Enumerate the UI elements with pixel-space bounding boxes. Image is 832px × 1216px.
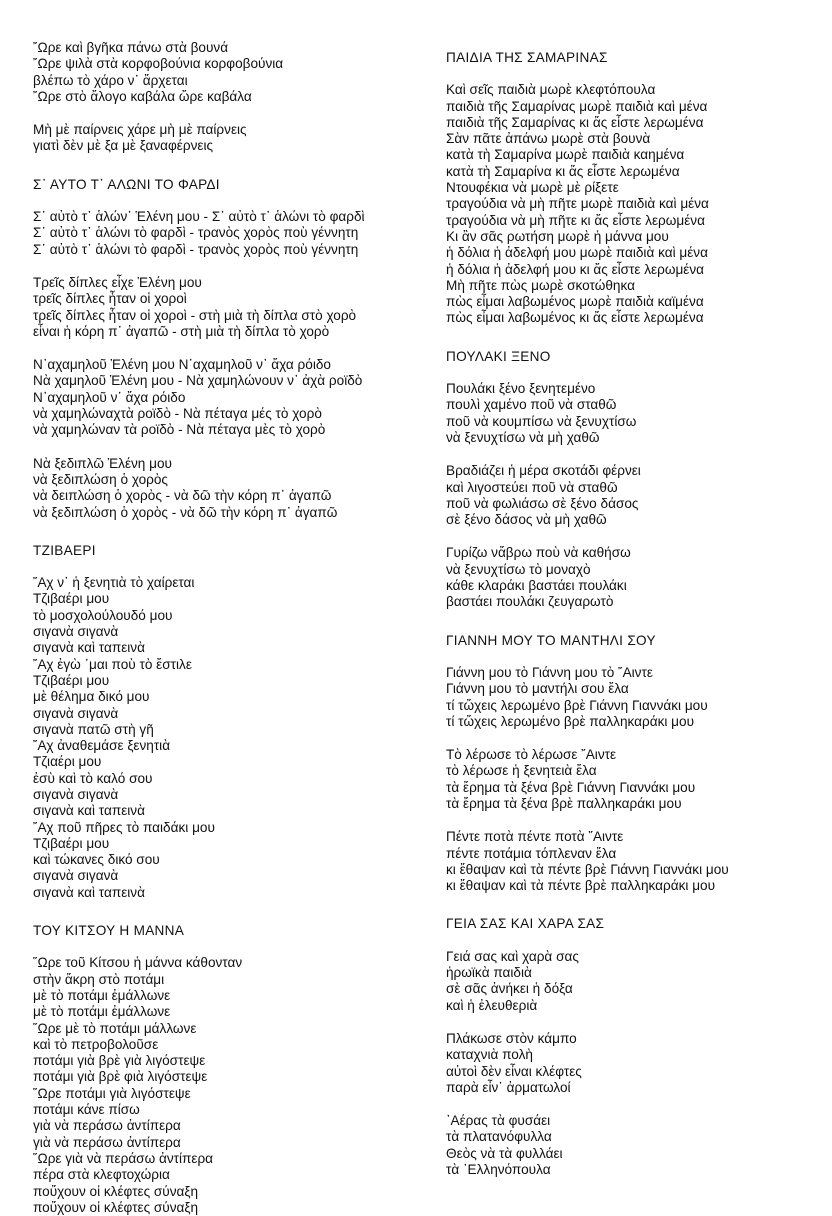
verse-line: Τζιβαέρι μου (33, 672, 110, 688)
verse-line: πουλὶ χαμένο ποῦ νὰ σταθῶ (446, 397, 617, 413)
verse-line: ῞Ωρε γιὰ νὰ περάσω ἀντίπερα (33, 1150, 214, 1166)
right-column (446, 50, 816, 1178)
verse-line: Πουλάκι ξένο ξενητεμένο (446, 381, 596, 397)
verse-line: μὲ τὸ ποτάμι ἐμάλλωνε (33, 987, 171, 1003)
verse-line: Σ᾽ αὐτὸ τ᾽ ἁλών᾽ Ἑλένη μου - Σ᾽ αὐτὸ τ᾽ ἁλώνι τὸ φαρδὶ (33, 209, 365, 225)
verse-line: Θεὸς νὰ τὰ φυλλάει (446, 1145, 563, 1161)
verse-line: Γιάννη μου τὸ μαντήλι σου ἔλα (446, 681, 629, 697)
verse-line: τὰ ᾽Ελληνόπουλα (446, 1162, 551, 1178)
verse-line: ποτάμι γιὰ βρὲ γιὰ λιγόστεψε (33, 1053, 206, 1069)
song-title: ΤΖΙΒΑΕΡΙ (33, 542, 96, 558)
verse-line: Τζιαέρι μου (33, 754, 102, 770)
verse-line: ῎Αχ ἀναθεμάσε ξενητιὰ (33, 738, 171, 754)
verse-line: Σ᾽ αὐτὸ τ᾽ ἁλώνι τὸ φαρδὶ - τρανὸς χορὸς ποὺ γέννητη (33, 225, 359, 241)
verse-line: σιγανὰ καὶ ταπεινὰ (33, 803, 145, 819)
verse-line: σιγανὰ σιγανὰ (33, 624, 119, 640)
verse-line: ᾽Αέρας τὰ φυσάει (446, 1113, 551, 1129)
verse-line: μὲ θέλημα δικό μου (33, 689, 150, 705)
verse-line: ἡ δόλια ἡ ἀδελφή μου κι ἄς εἶστε λερωμένα (446, 261, 704, 277)
verse-line: Καὶ σεῖς παιδιὰ μωρὲ κλεφτόπουλα (446, 82, 656, 98)
verse-line: Τὸ λέρωσε τὸ λέρωσε ῎Αιντε (446, 747, 617, 763)
verse-line: παρὰ εἶν᾽ ἀρματωλοί (446, 1079, 571, 1095)
verse-line: τὸ μοσχολούλουδό μου (33, 607, 173, 623)
verse-line: μὲ τὸ ποτάμι ἐμάλλωνε (33, 1004, 171, 1020)
verse-line: ποῦ νὰ φωλιάσω σὲ ξένο δάσος (446, 495, 639, 511)
song-song2 (33, 177, 413, 521)
verse-line: νὰ χαμηλώναν τὰ ροϊδὸ - Νὰ πέταγα μὲς τὸ χορὸ (33, 422, 326, 438)
verse-line: γιατὶ δὲν μὲ ξα μὲ ξαναφέρνεις (33, 138, 214, 154)
stanza (446, 1031, 816, 1096)
verse-line: σὲ ξένο δάσος νὰ μὴ χαθῶ (446, 512, 607, 528)
stanza (446, 949, 816, 1014)
verse-line: Γιάννη μου τὸ Γιάννη μου τὸ ῎Αιντε (446, 664, 653, 680)
verse-line: Σ᾽ αὐτὸ τ᾽ ἁλώνι τὸ φαρδὶ - τρανὸς χορὸς ποὺ γέννητη (33, 241, 359, 257)
song-song3 (33, 543, 413, 901)
verse-line: κατὰ τὴ Σαμαρίνα μωρὲ παιδιὰ καημένα (446, 147, 685, 163)
verse-line: εἶναι ἡ κόρη π᾽ ἀγαπῶ - στὴ μιὰ τὴ δίπλα τὸ χορὸ (33, 323, 330, 339)
verse-line: παιδιὰ τῆς Σαμαρίνας μωρὲ παιδιὰ καὶ μένα (446, 98, 708, 114)
verse-line: τὰ πλατανόφυλλα (446, 1129, 552, 1145)
verse-line: καὶ λιγοστεύει ποῦ νὰ σταθῶ (446, 479, 618, 495)
song-intro (33, 40, 413, 155)
verse-line: τραγούδια νὰ μὴ πῆτε μωρὲ παιδιὰ καὶ μένα (446, 196, 709, 212)
stanza (446, 665, 816, 730)
stanza (446, 381, 816, 446)
stanza (33, 955, 413, 1216)
verse-line: καὶ τώκανες δικό σου (33, 852, 160, 868)
verse-line: καὶ ἡ ἐλευθεριὰ (446, 997, 538, 1013)
verse-line: νὰ ξεδιπλώση ὁ χορὸς - νὰ δῶ τὴν κόρη π᾽ ἀγαπῶ (33, 504, 338, 520)
stanza (33, 357, 413, 438)
verse-line: ποὔχουν οἱ κλέφτες σύναξη (33, 1199, 199, 1215)
verse-line: Μὴ πῆτε πὼς μωρὲ σκοτώθηκα (446, 277, 635, 293)
verse-line: ῞Ωρε τοῦ Κίτσου ἡ μάννα κάθονταν (33, 955, 243, 971)
verse-line: τί τὤχεις λερωμένο βρὲ παλληκαράκι μου (446, 713, 695, 729)
verse-line: Κι ἂν σᾶς ρωτήση μωρὲ ἡ μάννα μου (446, 228, 669, 244)
verse-line: βλέπω τὸ χάρο ν᾽ ἄρχεται (33, 72, 188, 88)
stanza (446, 463, 816, 528)
stanza (446, 1113, 816, 1178)
stanza (33, 456, 413, 521)
verse-line: σιγανὰ πατῶ στὴ γῆ (33, 721, 154, 737)
stanza (33, 122, 413, 155)
verse-line: σιγανὰ σιγανὰ (33, 705, 119, 721)
verse-line: Τρεῖς δίπλες εἶχε Ἑλένη μου (33, 274, 202, 290)
verse-line: καὶ τὸ πετροβολοῦσε (33, 1036, 159, 1052)
verse-line: κι ἔθαψαν καὶ τὰ πέντε βρὲ παλληκαράκι μου (446, 878, 716, 894)
song-song4 (33, 923, 413, 1216)
verse-line: Γυρίζω νἄβρω ποὺ νὰ καθήσω (446, 545, 631, 561)
verse-line: ῞Ωρε μὲ τὸ ποτάμι μάλλωνε (33, 1020, 197, 1036)
stanza (33, 275, 413, 340)
verse-line: Πέντε ποτὰ πέντε ποτὰ ῎Αιντε (446, 829, 624, 845)
verse-line: ῞Ωρε ποτάμι γιὰ λιγόστεψε (33, 1085, 191, 1101)
verse-line: σιγανὰ καὶ ταπεινὰ (33, 884, 145, 900)
song-title: ΠΑΙΔΙΑ ΤΗΣ ΣΑΜΑΡΙΝΑΣ (446, 50, 608, 65)
verse-line: Βραδιάζει ἡ μέρα σκοτάδι φέρνει (446, 463, 641, 479)
verse-line: Τζιβαέρι μου (33, 591, 110, 607)
left-column (33, 40, 413, 1216)
verse-line: Γειά σας καὶ χαρὰ σας (446, 948, 579, 964)
stanza (33, 40, 413, 105)
stanza (33, 575, 413, 901)
verse-line: πὼς εἶμαι λαβωμένος μωρὲ παιδιὰ καϊμένα (446, 294, 704, 310)
verse-line: ῎Ωρε στὸ ἄλογο καβάλα ὤρε καβάλα (33, 88, 252, 104)
song-song8 (446, 916, 816, 1178)
verse-line: πέρα στὰ κλεφτοχώρια (33, 1167, 170, 1183)
verse-line: ῎Ωρε καὶ βγῆκα πάνω στὰ βουνά (33, 40, 229, 55)
verse-line: ποτάμι γιὰ βρὲ φιὰ λιγόστεψε (33, 1069, 208, 1085)
verse-line: Πλάκωσε στὸν κάμπο (446, 1030, 577, 1046)
verse-line: Νὰ ξεδιπλῶ Ἑλένη μου (33, 455, 172, 471)
verse-line: κάθε κλαράκι βαστάει πουλάκι (446, 578, 627, 594)
verse-line: σὲ σᾶς ἀνήκει ἡ δόξα (446, 981, 573, 997)
stanza (446, 829, 816, 894)
verse-line: τὰ ἔρημα τὰ ξένα βρὲ παλληκαράκι μου (446, 795, 682, 811)
verse-line: ῎Αχ ν᾽ ἡ ξενητιὰ τὸ χαίρεται (33, 575, 195, 591)
song-title: ΠΟΥΛΑΚΙ ΞΕΝΟ (446, 348, 551, 364)
verse-line: ποὔχουν οἱ κλέφτες σύναξη (33, 1183, 199, 1199)
verse-line: ῎Ωρε ψιλὰ στὰ κορφοβούνια κορφοβούνια (33, 56, 284, 72)
verse-line: κι ἔθαψαν καὶ τὰ πέντε βρὲ Γιάννη Γιαννάκι μου (446, 861, 729, 877)
stanza (33, 209, 413, 258)
verse-line: παιδιὰ τῆς Σαμαρίνας κι ἄς εἶστε λερωμένα (446, 114, 704, 130)
verse-line: σιγανὰ καὶ ταπεινὰ (33, 640, 145, 656)
verse-line: γιὰ νὰ περάσω ἀντίπερα (33, 1118, 181, 1134)
verse-line: Ν᾽αχαμηλοῦ ν᾽ ἄχα ρόιδο (33, 389, 186, 405)
verse-line: τὸ λέρωσε ἡ ξενητειὰ ἔλα (446, 763, 597, 779)
verse-line: νὰ χαμηλώναχτὰ ροϊδὸ - Νὰ πέταγα μές τὸ χορὸ (33, 406, 322, 422)
verse-line: Νὰ χαμηλοῦ Ἑλένη μου - Νὰ χαμηλώνουν ν᾽ ἀχὰ ροϊδὸ (33, 373, 363, 389)
verse-line: νὰ ξενυχτίσω νὰ μὴ χαθῶ (446, 429, 600, 445)
verse-line: πὼς εἶμαι λαβωμένος κι ἄς εἶστε λερωμένα (446, 310, 704, 326)
verse-line: νὰ δειπλώση ὁ χορὸς - νὰ δῶ τὴν κόρη π᾽ ἀγαπῶ (33, 488, 332, 504)
verse-line: νὰ ξενυχτίσω τὸ μοναχὸ (446, 561, 591, 577)
verse-line: ῎Αχ ποῦ πῆρες τὸ παιδάκι μου (33, 819, 215, 835)
verse-line: γιὰ νὰ περάσω ἀντίπερα (33, 1134, 181, 1150)
verse-line: στὴν ἄκρη στὸ ποτάμι (33, 971, 165, 987)
verse-line: τρεῖς δίπλες ἦταν οἱ χοροὶ - στὴ μιὰ τὴ δίπλα στὸ χορὸ (33, 307, 357, 323)
verse-line: νὰ ξεδιπλώση ὁ χορὸς (33, 471, 168, 487)
verse-line: καταχνιὰ πολὴ (446, 1047, 533, 1063)
song-title: Σ᾽ ΑΥΤΟ Τ᾽ ΑΛΩΝΙ ΤΟ ΦΑΡΔΙ (33, 176, 220, 192)
verse-line: ἡ δόλια ἡ ἀδελφή μου μωρὲ παιδιὰ καὶ μένα (446, 245, 708, 261)
verse-line: ῎Αχ ἐγὼ ᾽μαι ποὺ τὸ ἔστιλε (33, 656, 192, 672)
song-title: ΓΙΑΝΝΗ ΜΟΥ ΤΟ ΜΑΝΤΗΛΙ ΣΟΥ (446, 632, 656, 648)
verse-line: ἡρωϊκὰ παιδιὰ (446, 965, 532, 981)
song-title: ΤΟΥ ΚΙΤΣΟΥ Η ΜΑΝΝΑ (33, 923, 185, 939)
verse-line: ποτάμι κάνε πίσω (33, 1102, 140, 1118)
verse-line: βαστάει πουλάκι ζευγαρωτὸ (446, 594, 614, 610)
verse-line: σιγανὰ σιγανὰ (33, 786, 119, 802)
verse-line: Μὴ μὲ παίρνεις χάρε μὴ μὲ παίρνεις (33, 122, 247, 138)
verse-line: Ντουφέκια νὰ μωρὲ μὲ ρίξετε (446, 180, 619, 196)
verse-line: τί τὤχεις λερωμένο βρὲ Γιάννη Γιαννάκι μου (446, 697, 708, 713)
verse-line: Ν᾽αχαμηλοῦ Ἑλένη μου Ν᾽αχαμηλοῦ ν᾽ ἄχα ρόιδο (33, 357, 331, 373)
verse-line: Τζιβαέρι μου (33, 835, 110, 851)
verse-line: Σὰν πᾶτε ἀπάνω μωρὲ στὰ βουνὰ (446, 131, 651, 147)
song-title: ΓΕΙΑ ΣΑΣ ΚΑΙ ΧΑΡΑ ΣΑΣ (446, 916, 605, 932)
stanza (446, 545, 816, 610)
stanza (446, 747, 816, 812)
verse-line: ἐσὺ καὶ τὸ καλό σου (33, 770, 153, 786)
verse-line: πέντε ποτάμια τόπλεναν ἔλα (446, 845, 617, 861)
verse-line: τρεῖς δίπλες ἦταν οἱ χοροὶ (33, 291, 187, 307)
stanza (446, 82, 816, 326)
song-song7 (446, 633, 816, 895)
verse-line: κατὰ τὴ Σαμαρίνα κι ἄς εἶστε λερωμένα (446, 163, 680, 179)
song-song5 (446, 50, 816, 327)
verse-line: τὰ ἔρημα τὰ ξένα βρὲ Γιάννη Γιαννάκι μου (446, 779, 696, 795)
verse-line: τραγούδια νὰ μὴ πῆτε κι ἄς εἶστε λερωμένα (446, 212, 705, 228)
verse-line: σιγανὰ σιγανὰ (33, 868, 119, 884)
song-song6 (446, 349, 816, 611)
verse-line: αὐτοὶ δὲν εἶναι κλέφτες (446, 1063, 582, 1079)
verse-line: ποῦ νὰ κουμπίσω νὰ ξενυχτίσω (446, 413, 637, 429)
